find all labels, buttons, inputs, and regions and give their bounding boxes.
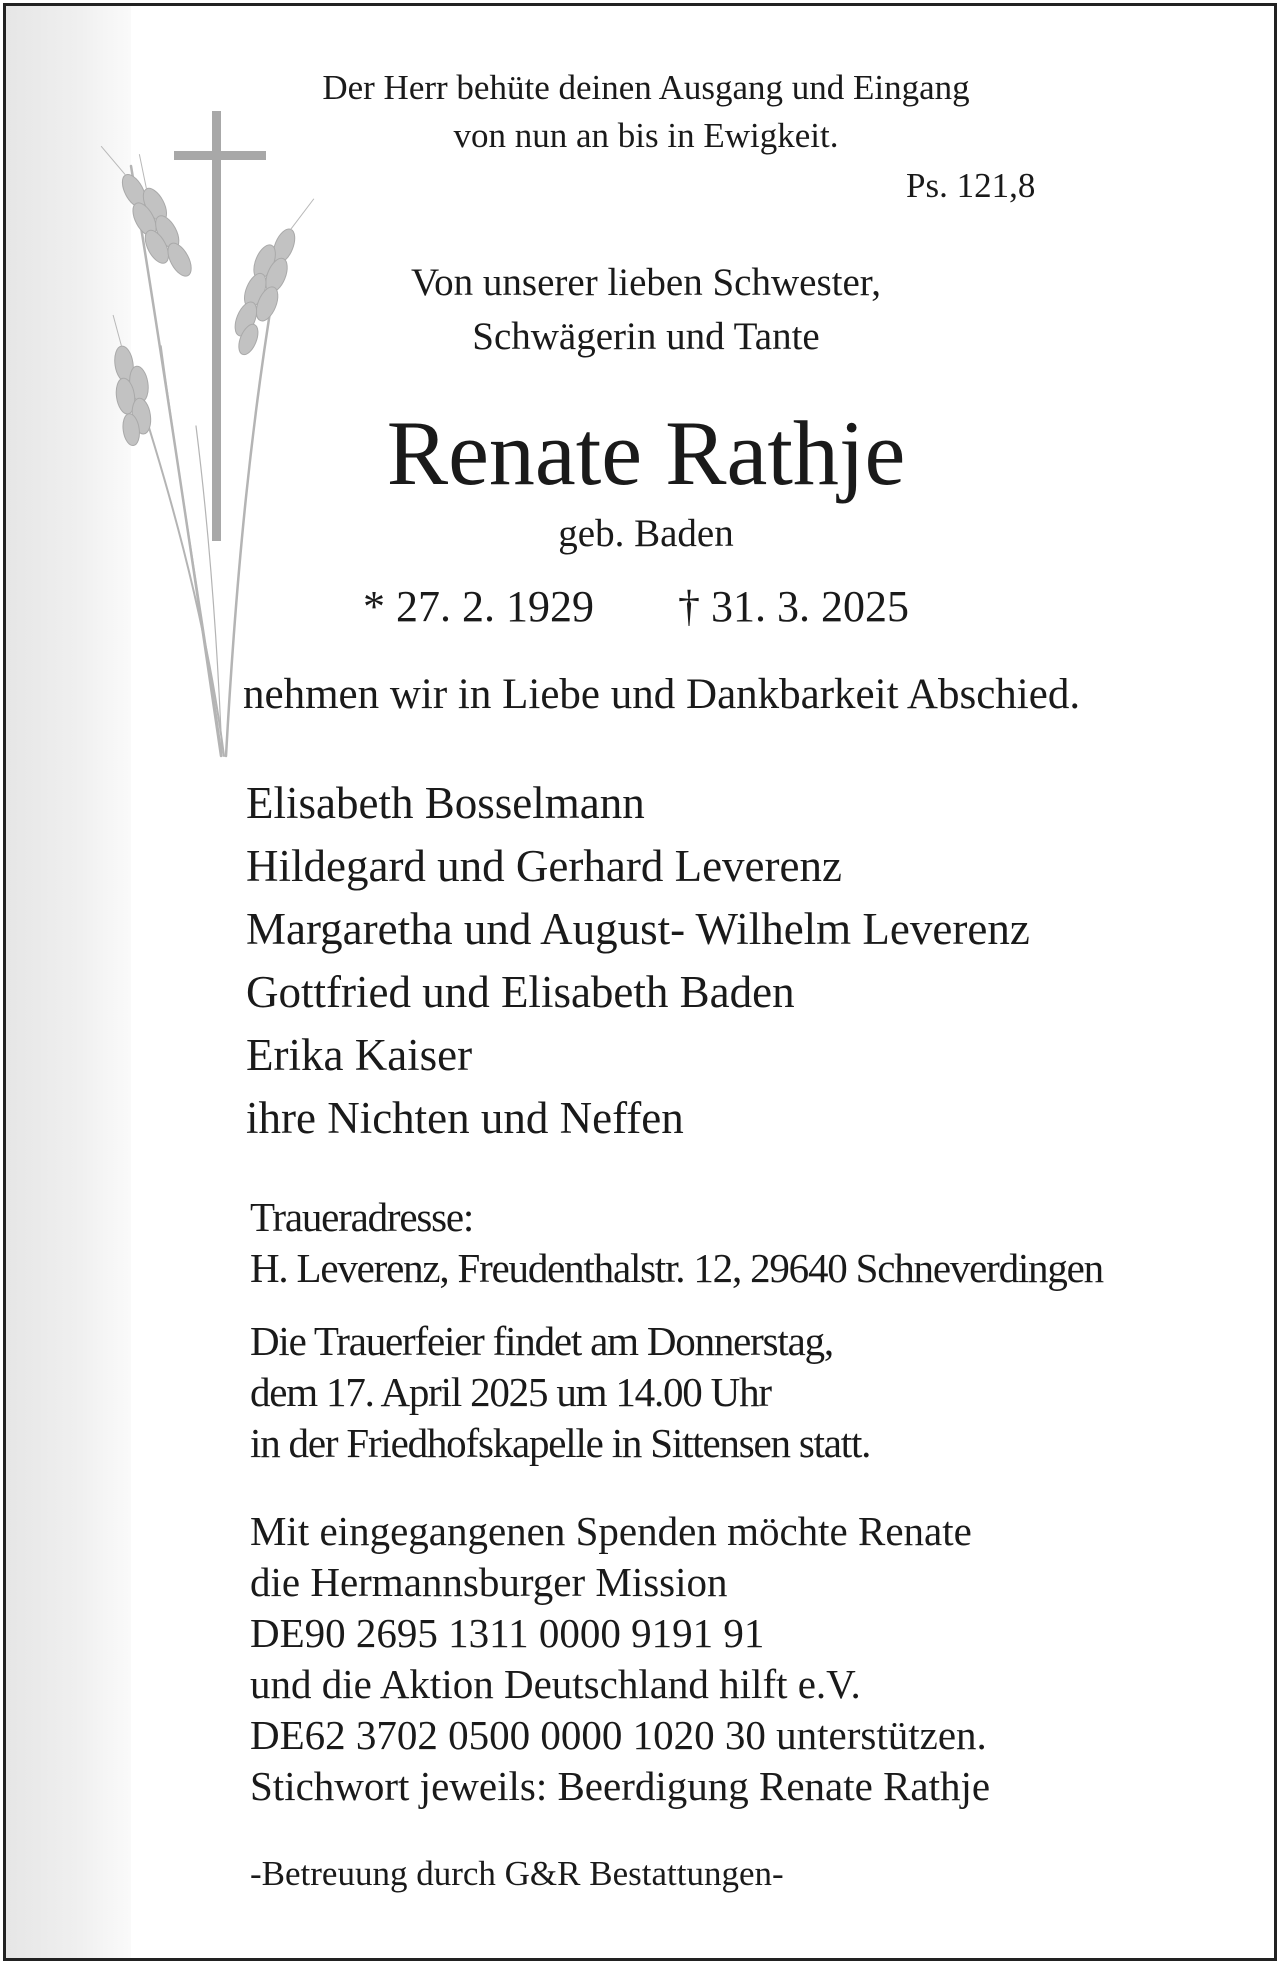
deceased-name: Renate Rathje [386,402,906,504]
address-value: H. Leverenz, Freudenthalstr. 12, 29640 Schneverdingen [250,1245,1103,1291]
donation-line: DE90 2695 1311 0000 9191 91 [250,1610,765,1656]
address-label: Traueradresse: [250,1194,474,1240]
mourner-name: Gottfried und Elisabeth Baden [246,967,795,1017]
funeral-home-credit: -Betreuung durch G&R Bestattungen- [250,1854,784,1893]
donation-line: und die Aktion Deutschland hilft e.V. [250,1661,861,1707]
donation-line: Mit eingegangenen Spenden möchte Renate [250,1508,972,1554]
bible-verse-line-2: von nun an bis in Ewigkeit. [453,116,839,155]
mourner-name: ihre Nichten und Neffen [246,1093,684,1143]
obituary-notice [3,3,1277,1961]
donation-line: DE62 3702 0500 0000 1020 30 unterstützen. [250,1712,987,1758]
farewell-text: nehmen wir in Liebe und Dankbarkeit Abschied. [243,671,1081,718]
mourners-list [246,772,1030,1150]
service-info [250,1316,870,1469]
birth-date: * 27. 2. 1929 [363,582,594,631]
bible-verse-line-1: Der Herr behüte deinen Ausgang und Eingang [322,68,970,107]
donation-line: Stichwort jeweils: Beerdigung Renate Rathje [250,1763,991,1809]
service-line: in der Friedhofskapelle in Sittensen statt. [250,1420,871,1466]
mourner-name: Margaretha und August- Wilhelm Leverenz [246,904,1030,954]
donation-line: die Hermannsburger Mission [250,1559,728,1605]
intro-line-2: Schwägerin und Tante [472,315,820,358]
service-line: dem 17. April 2025 um 14.00 Uhr [250,1369,771,1415]
birth-name: geb. Baden [558,512,734,555]
mourner-name: Hildegard und Gerhard Leverenz [246,841,842,891]
mourner-name: Elisabeth Bosselmann [246,778,645,828]
donation-info [250,1506,990,1812]
mourner-name: Erika Kaiser [246,1030,473,1080]
death-date: † 31. 3. 2025 [678,582,909,631]
intro-line-1: Von unserer lieben Schwester, [411,261,881,304]
service-line: Die Trauerfeier findet am Donnerstag, [250,1318,833,1364]
bible-verse-reference: Ps. 121,8 [906,166,1036,205]
